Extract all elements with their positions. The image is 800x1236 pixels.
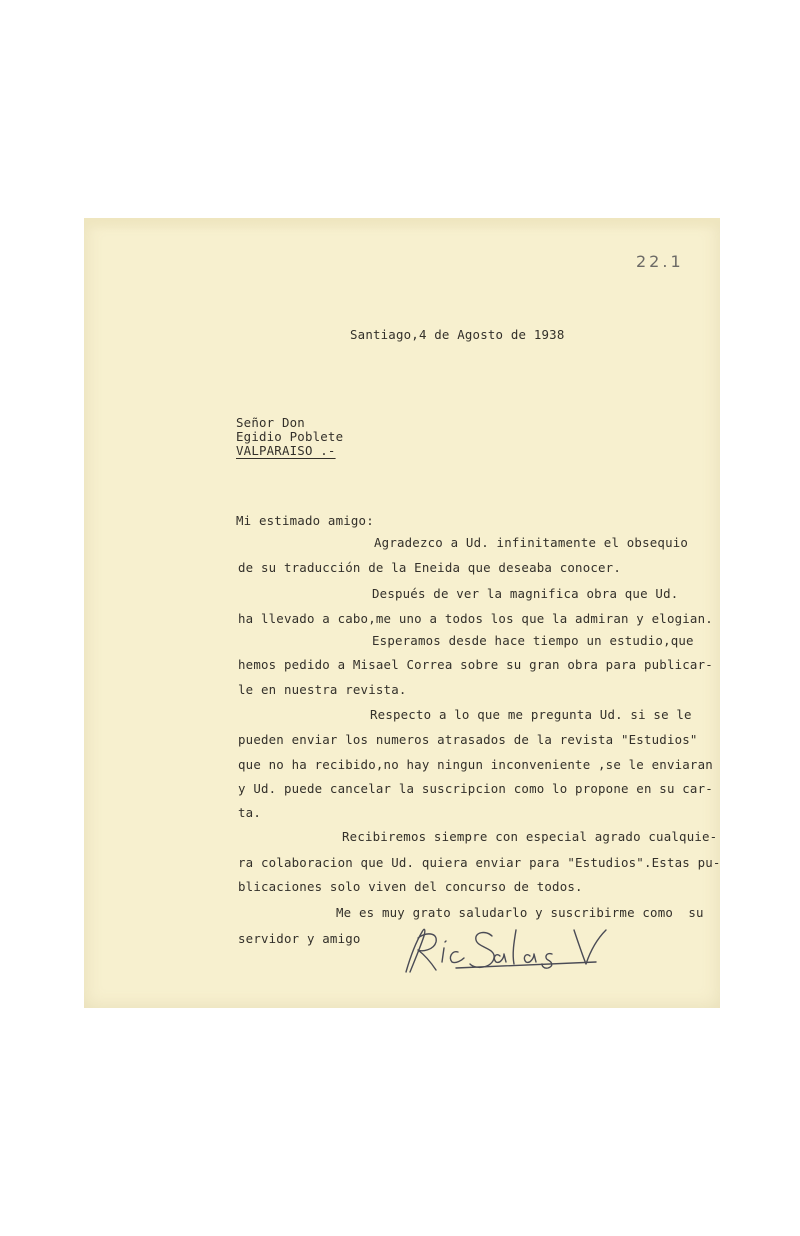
handwritten-signature: [396, 918, 636, 980]
recipient-line-2: Egidio Poblete: [236, 429, 344, 444]
body-line: Me es muy grato saludarlo y suscribirme como su: [336, 905, 704, 920]
salutation: Mi estimado amigo:: [236, 513, 374, 528]
body-line: de su traducción de la Eneida que deseaba conocer.: [238, 560, 621, 575]
body-line: y Ud. puede cancelar la suscripcion como lo propone en su car-: [238, 781, 713, 796]
recipient-line-3: VALPARAISO .-: [236, 443, 336, 458]
body-line: Esperamos desde hace tiempo un estudio,que: [372, 633, 694, 648]
body-line: blicaciones solo viven del concurso de todos.: [238, 879, 583, 894]
body-line: Recibiremos siempre con especial agrado cualquie-: [342, 829, 718, 844]
body-line: Agradezco a Ud. infinitamente el obsequio: [374, 535, 689, 550]
date-line: Santiago,4 de Agosto de 1938: [350, 327, 565, 342]
body-line: hemos pedido a Misael Correa sobre su gran obra para publicar-: [238, 657, 713, 672]
archive-number: 22.1: [636, 252, 684, 271]
body-line: pueden enviar los numeros atrasados de la revista "Estudios": [238, 732, 698, 747]
body-line: ra colaboracion que Ud. quiera enviar para "Estudios".Estas pu-: [238, 855, 721, 870]
body-line: le en nuestra revista.: [238, 682, 407, 697]
body-line: que no ha recibido,no hay ningun inconveniente ,se le enviaran: [238, 757, 713, 772]
signature-drawing: [396, 918, 636, 980]
body-line: ha llevado a cabo,me uno a todos los que la admiran y elogian.: [238, 611, 713, 626]
closing: servidor y amigo: [238, 931, 361, 946]
recipient-line-1: Señor Don: [236, 415, 305, 430]
body-line: ta.: [238, 805, 261, 820]
body-line: Después de ver la magnifica obra que Ud.: [372, 586, 679, 601]
body-line: Respecto a lo que me pregunta Ud. si se le: [370, 707, 692, 722]
